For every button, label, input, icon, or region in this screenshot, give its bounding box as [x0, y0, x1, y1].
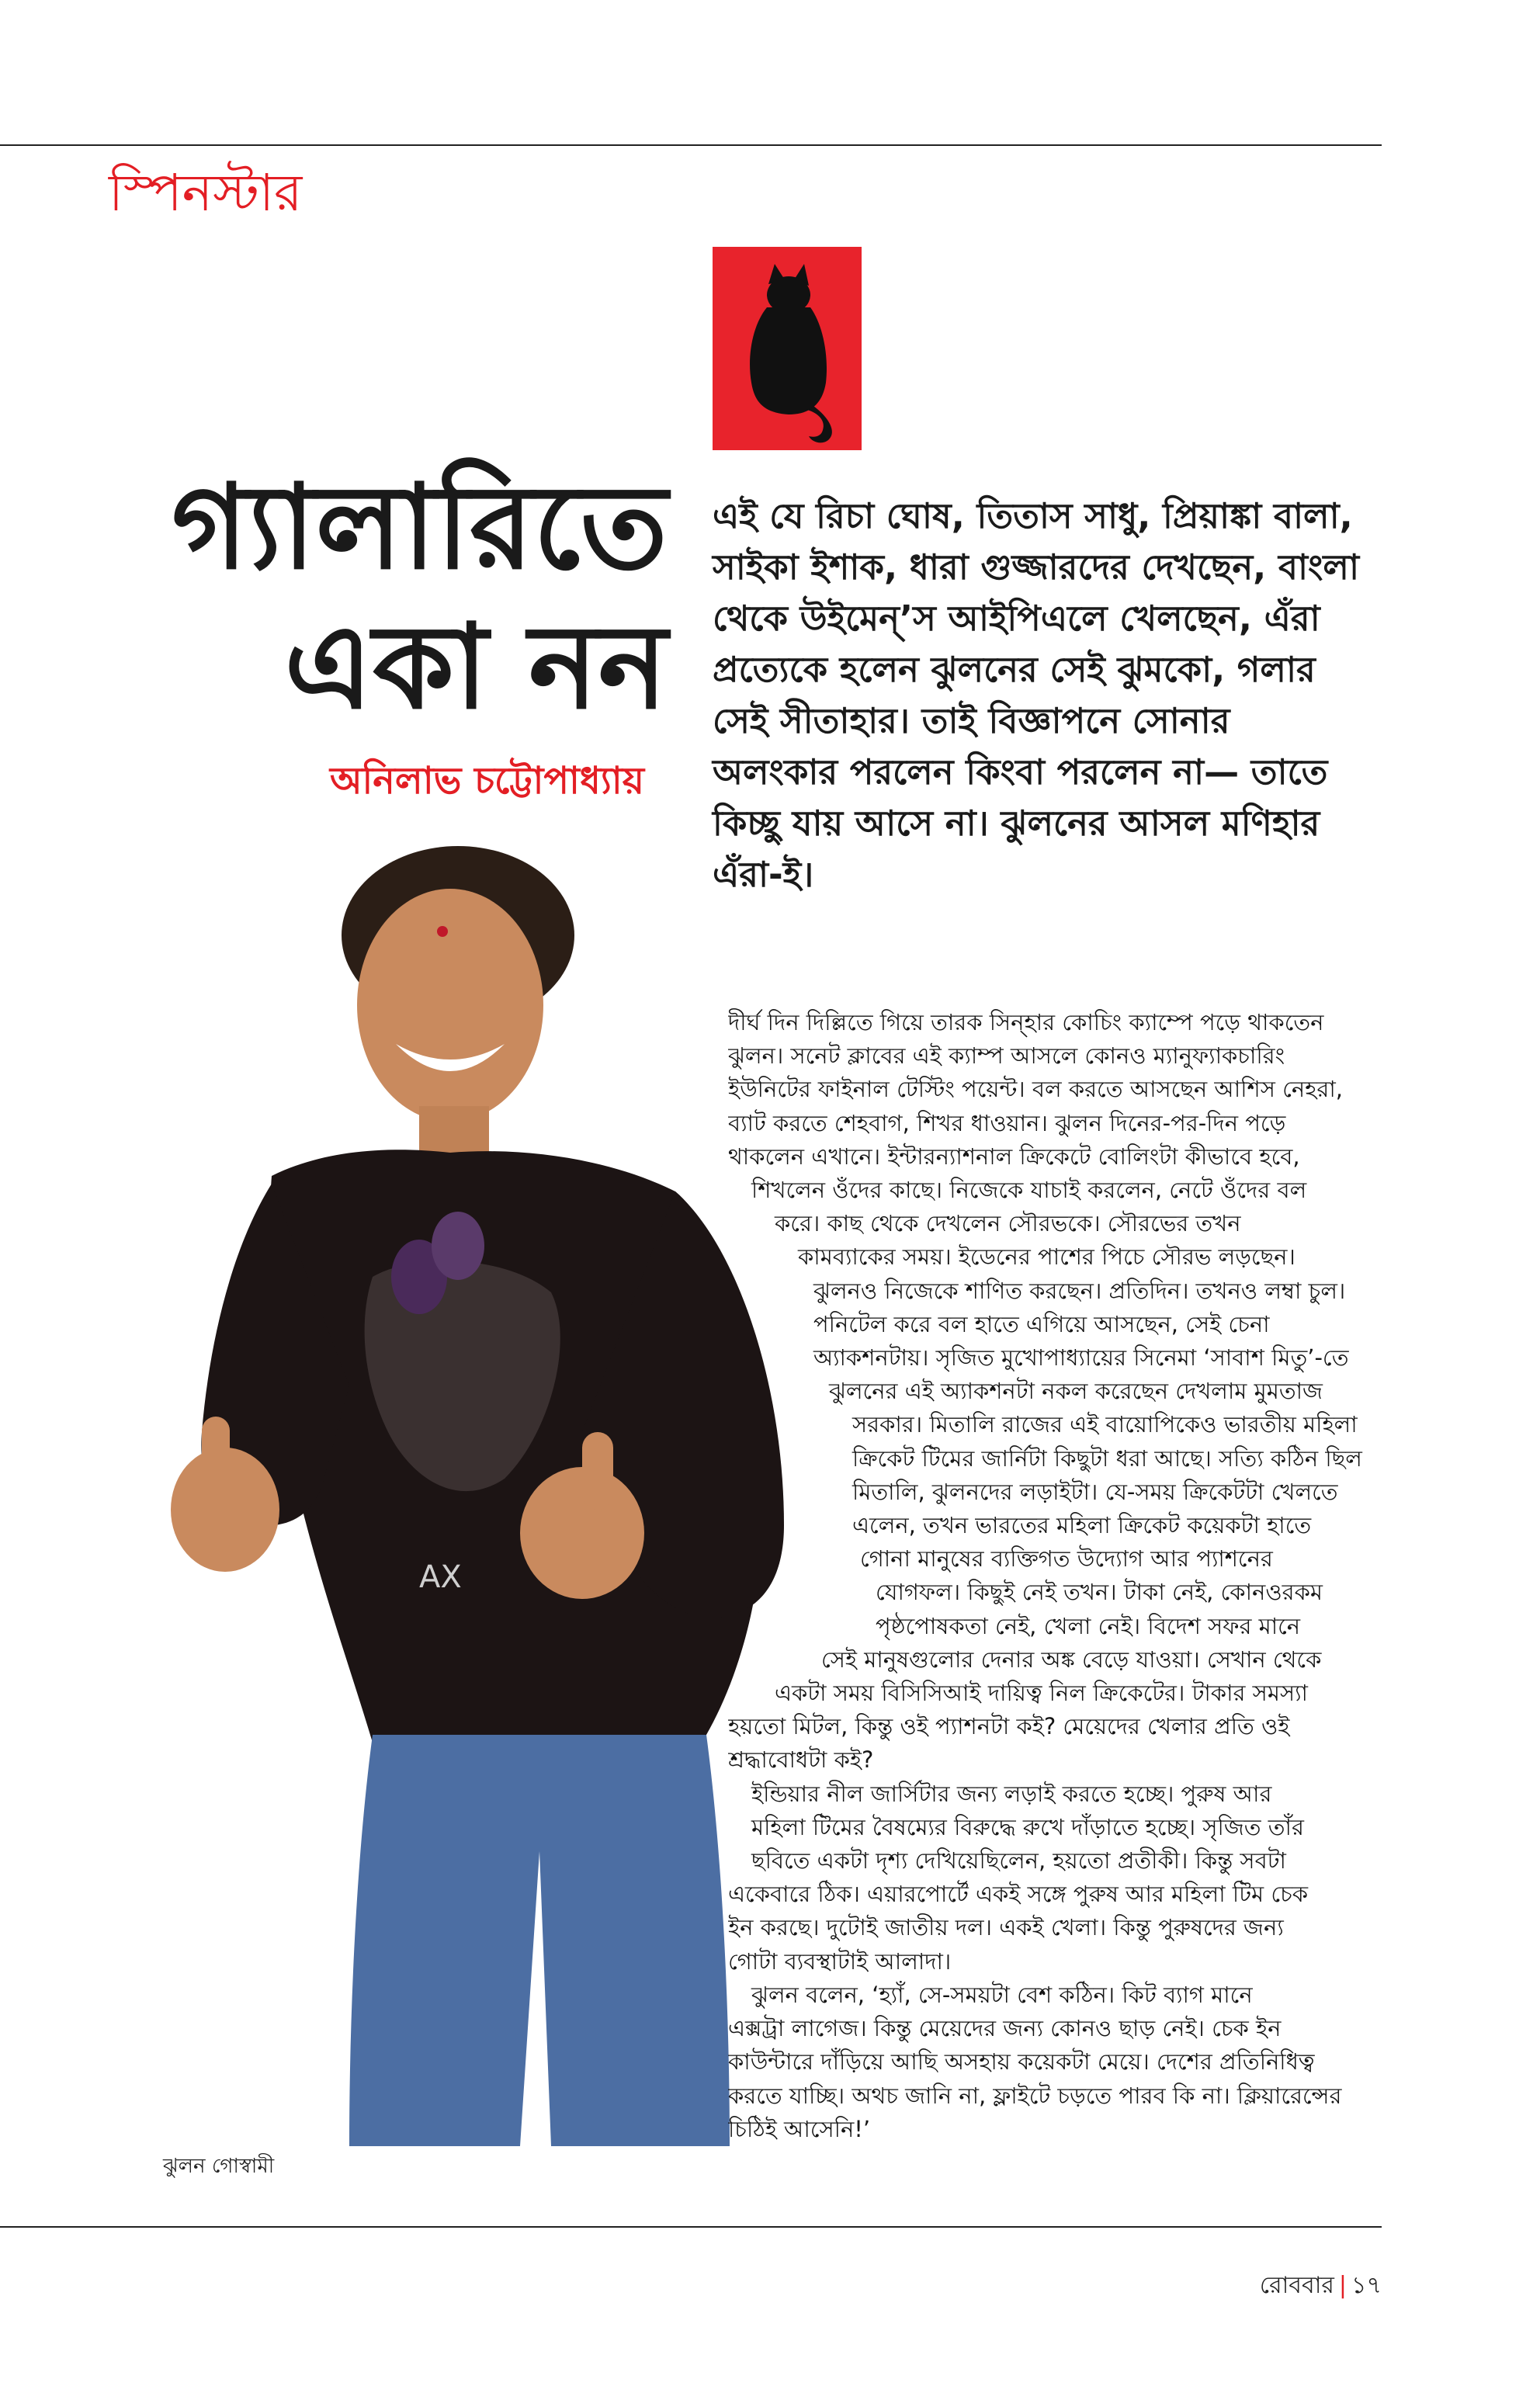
cat-box	[713, 247, 862, 450]
page-number: ১৭	[1351, 2272, 1382, 2299]
headline-line-2: একা নন	[284, 600, 668, 735]
bindi-shape	[437, 926, 448, 937]
intro-text: এই যে রিচা ঘোষ, তিতাস সাধু, প্রিয়াঙ্কা বালা, সাইকা ইশাক, ধারা গুজ্জারদের দেখছেন, বাংলা থেকে উইমেন্’স আইপিএলে খেলছেন, এঁরা প্রত্যেকে হলেন ঝুলনের সেই ঝুমকো, গলার সেই সীতাহার। তাই বিজ্ঞাপনে সোনার অলংকার পরলেন কিংবা পরলেন না— তাতে কিচ্ছু যায় আসে না। ঝুলনের আসল মণিহার এঁরা-ই।	[713, 495, 1359, 895]
bottom-rule	[0, 2226, 1382, 2228]
headline-line-1: গ্যালারিতে	[172, 460, 668, 595]
body-line: এলেন, তখন ভারতের মহিলা ক্রিকেট কয়েকটা হাতে	[852, 1512, 1312, 1539]
body-line: এক্সট্রা লাগেজ। কিন্তু মেয়েদের জন্য কোনও ছাড় নেই। চেক ইন	[728, 2015, 1282, 2042]
body-line: ঝুলন। সনেট ক্লাবের এই ক্যাম্প আসলে কোনও ম্যানুফ্যাকচারিং	[728, 1042, 1285, 1070]
body-line: যোগফল। কিছুই নেই তখন। টাকা নেই, কোনওরকম	[876, 1579, 1323, 1606]
body-line: করে। কাছ থেকে দেখলেন সৌরভকে। সৌরভের তখন	[775, 1210, 1241, 1237]
body-line: ইন করছে। দুটোই জাতীয় দল। একই খেলা। কিন্তু পুরুষদের জন্য	[728, 1914, 1284, 1941]
page-footer	[1242, 2266, 1382, 2306]
body-line: ব্যাট করতে শেহবাগ, শিখর ধাওয়ান। ঝুলন দিনের-পর-দিন পড়ে	[728, 1109, 1286, 1136]
body-line: শ্রদ্ধাবোধটা কই?	[728, 1746, 874, 1774]
body-line: অ্যাকশনটায়। সৃজিত মুখোপাধ্যায়ের সিনেমা ‘সাবাশ মিতু’-তে	[813, 1344, 1349, 1372]
jeans-shape	[349, 1735, 730, 2146]
body-line: একেবারে ঠিক। এয়ারপোর্টে একই সঙ্গে পুরুষ আর মহিলা টিম চেক	[728, 1881, 1309, 1908]
body-line: গোটা ব্যবস্থাটাই আলাদা।	[728, 1947, 952, 1975]
body-line: ঝুলনও নিজেকে শাণিত করছেন। প্রতিদিন। তখনও লম্বা চুল।	[813, 1277, 1346, 1304]
body-line: ঝুলন বলেন, ‘হ্যাঁ, সে-সময়টা বেশ কঠিন। কিট ব্যাগ মানে	[751, 1981, 1253, 2008]
body-line: ক্রিকেট টিমের জার্নিটা কিছুটা ধরা আছে। সত্যি কঠিন ছিল	[852, 1444, 1362, 1472]
body-line: গোনা মানুষের ব্যক্তিগত উদ্যোগ আর প্যাশনের	[860, 1545, 1273, 1573]
face-shape	[357, 889, 543, 1122]
footer-divider: |	[1338, 2272, 1348, 2299]
body-line: চিঠিই আসেনি!’	[728, 2115, 871, 2142]
publication-name: রোববার	[1259, 2272, 1334, 2299]
body-text	[728, 1006, 1368, 2146]
body-line: একটা সময় বিসিসিআই দায়িত্ব নিল ক্রিকেটের। টাকার সমস্যা	[775, 1680, 1308, 1707]
intro-paragraph	[713, 491, 1365, 900]
body-line: থাকলেন এখানে। ইন্টারন্যাশনাল ক্রিকেটে বোলিংটা কীভাবে হবে,	[728, 1143, 1300, 1170]
body-line: পনিটেল করে বল হাতে এগিয়ে আসছেন, সেই চেনা	[813, 1310, 1270, 1337]
body-line: করতে যাচ্ছি। অথচ জানি না, ফ্লাইটে চড়তে পারব কি না। ক্লিয়ারেন্সের	[728, 2082, 1342, 2109]
body-line: ইন্ডিয়ার নীল জার্সিটার জন্য লড়াই করতে হচ্ছে। পুরুষ আর	[751, 1780, 1272, 1807]
section-label: স্পিনস্টার	[109, 163, 303, 223]
body-line: ছবিতে একটা দৃশ্য দেখিয়েছিলেন, হয়তো প্রতীকী। কিন্তু সবটা	[751, 1847, 1286, 1875]
sweater-print-text: AX	[419, 1559, 462, 1595]
body-line: সরকার। মিতালি রাজের এই বায়োপিকেও ভারতীয় মহিলা	[852, 1411, 1358, 1438]
headline	[155, 458, 668, 737]
body-line: হয়তো মিটল, কিন্তু ওই প্যাশনটা কই? মেয়েদের খেলার প্রতি ওই	[728, 1713, 1290, 1740]
body-line: কাউন্টারে দাঁড়িয়ে আছি অসহায় কয়েকটা মেয়ে। দেশের প্রতিনিধিত্ব	[728, 2048, 1315, 2076]
body-line: পৃষ্ঠপোষকতা নেই, খেলা নেই। বিদেশ সফর মানে	[876, 1612, 1301, 1639]
top-rule	[0, 144, 1382, 146]
photo-caption: ঝুলন গোস্বামী	[163, 2155, 275, 2178]
body-line: শিখলেন ওঁদের কাছে। নিজেকে যাচাই করলেন, নেটে ওঁদের বল	[751, 1177, 1307, 1204]
body-line: কামব্যাকের সময়। ইডেনের পাশের পিচে সৌরভ লড়ছেন।	[798, 1243, 1295, 1271]
byline: অনিলাভ চট্টোপাধ্যায়	[329, 759, 644, 803]
body-line: দীর্ঘ দিন দিল্লিতে গিয়ে তারক সিন্‌হার কোচিং ক্যাম্পে পড়ে থাকতেন	[728, 1009, 1324, 1035]
body-line: ঝুলনের এই অ্যাকশনটা নকল করেছেন দেখলাম মুমতাজ	[829, 1378, 1323, 1405]
body-line: মহিলা টিমের বৈষম্যের বিরুদ্ধে রুখে দাঁড়াতে হচ্ছে। সৃজিত তাঁর	[751, 1813, 1304, 1840]
body-line: সেই মানুষগুলোর দেনার অঙ্ক বেড়ে যাওয়া। সেখান থেকে	[821, 1646, 1322, 1673]
body-line: ইউনিটের ফাইনাল টেস্টিং পয়েন্ট। বল করতে আসছেন আশিস নেহরা,	[728, 1076, 1343, 1103]
body-line: মিতালি, ঝুলনদের লড়াইটা। যে-সময় ক্রিকেটটা খেলতে	[852, 1478, 1338, 1505]
cat-silhouette-icon	[713, 247, 862, 450]
